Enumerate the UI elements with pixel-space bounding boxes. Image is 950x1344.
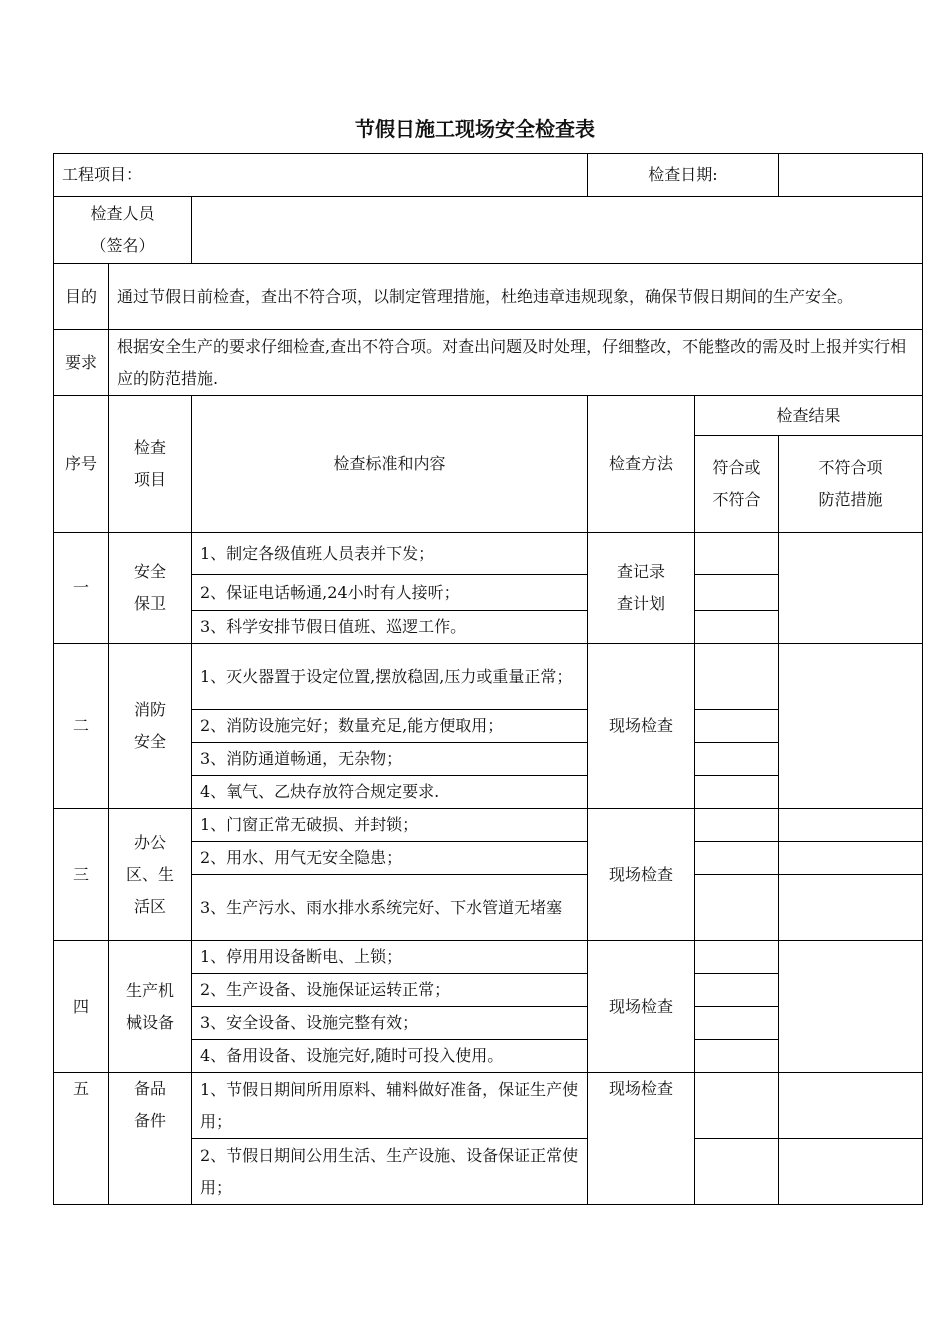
section-4-item-line: 生产机	[125, 980, 174, 1000]
conform-cell[interactable]	[695, 842, 779, 875]
conform-cell[interactable]	[695, 533, 779, 575]
conform-cell[interactable]	[695, 1007, 779, 1040]
section-2-row	[54, 644, 923, 710]
section-2-item-line: 安全	[133, 732, 166, 751]
project-row	[54, 154, 923, 197]
criterion: 1、节假日期间所用原料、辅料做好准备，保证生产使用；	[192, 1073, 588, 1139]
measure-cell[interactable]	[779, 809, 923, 842]
conform-cell[interactable]	[695, 743, 779, 776]
col-conform	[695, 436, 779, 533]
conform-cell[interactable]	[695, 776, 779, 809]
section-5-method: 现场检查	[588, 1073, 695, 1205]
measure-cell[interactable]	[779, 842, 923, 875]
inspector-signature-field[interactable]	[192, 197, 923, 264]
requirement-text: 根据安全生产的要求仔细检查,查出不符合项。对查出问题及时处理，仔细整改，不能整改的需及时上报并实行相应的防范措施.	[109, 330, 923, 396]
section-2-item-line: 消防	[133, 700, 166, 719]
project-label: 工程项目：	[62, 165, 143, 184]
section-5-item	[109, 1073, 192, 1205]
conform-cell[interactable]	[695, 710, 779, 743]
conform-cell[interactable]	[695, 1073, 779, 1139]
conform-cell[interactable]	[695, 575, 779, 611]
section-3-item	[109, 809, 192, 941]
section-1-item-line: 安全	[133, 562, 166, 581]
date-value[interactable]	[779, 154, 923, 197]
section-2-item	[109, 644, 192, 809]
inspector-label	[54, 197, 192, 264]
inspector-label-line1: 检查人员	[90, 204, 155, 223]
col-conform-line1: 符合或	[712, 458, 761, 477]
col-item-line2: 项目	[133, 470, 166, 489]
purpose-label: 目的	[54, 264, 109, 330]
measure-cell[interactable]	[779, 875, 923, 941]
col-measure-line2: 防范措施	[818, 490, 883, 509]
criterion: 3、科学安排节假日值班、巡逻工作。	[192, 611, 588, 644]
criterion: 2、保证电话畅通,24小时有人接听；	[192, 575, 588, 611]
inspector-label-line2: （签名）	[90, 236, 155, 255]
section-1-seq: 一	[54, 533, 109, 644]
conform-cell[interactable]	[695, 875, 779, 941]
section-1-method-line: 查记录	[616, 562, 665, 581]
measure-cell[interactable]	[779, 644, 923, 809]
col-measure-line1: 不符合项	[818, 458, 883, 477]
col-standard: 检查标准和内容	[192, 396, 588, 533]
section-5-item-line: 备品	[133, 1079, 166, 1098]
col-item	[109, 396, 192, 533]
col-method: 检查方法	[588, 396, 695, 533]
measure-cell[interactable]	[779, 1139, 923, 1205]
date-label: 检查日期:	[588, 154, 779, 197]
criterion: 3、安全设备、设施完整有效；	[192, 1007, 588, 1040]
section-3-row	[54, 809, 923, 842]
section-3-item-line: 办公	[133, 832, 166, 852]
section-2-method: 现场检查	[588, 644, 695, 809]
section-4-item-line: 械设备	[125, 1012, 174, 1032]
column-header-row	[54, 396, 923, 436]
col-item-line1: 检查	[133, 438, 166, 457]
section-4-seq: 四	[54, 941, 109, 1073]
criterion: 2、生产设备、设施保证运转正常；	[192, 974, 588, 1007]
section-3-item-line: 区、生	[125, 864, 174, 884]
section-3-seq: 三	[54, 809, 109, 941]
conform-cell[interactable]	[695, 644, 779, 710]
section-5-item-line: 备件	[133, 1111, 166, 1130]
section-4-row	[54, 941, 923, 974]
purpose-row	[54, 264, 923, 330]
page-title: 节假日施工现场安全检查表	[355, 117, 595, 141]
purpose-text: 通过节假日前检查，查出不符合项，以制定管理措施，杜绝违章违规现象，确保节假日期间的生产安全。	[109, 264, 923, 330]
section-1-row	[54, 533, 923, 575]
section-1-method	[588, 533, 695, 644]
section-3-item-line: 活区	[133, 896, 166, 916]
criterion: 4、备用设备、设施完好,随时可投入使用。	[192, 1040, 588, 1073]
criterion: 3、生产污水、雨水排水系统完好、下水管道无堵塞	[192, 875, 588, 941]
section-1-item-line: 保卫	[133, 594, 166, 613]
conform-cell[interactable]	[695, 1139, 779, 1205]
conform-cell[interactable]	[695, 941, 779, 974]
col-result: 检查结果	[695, 396, 923, 436]
project-field[interactable]	[54, 154, 588, 197]
criterion: 3、消防通道畅通，无杂物；	[192, 743, 588, 776]
col-conform-line2: 不符合	[712, 490, 761, 509]
criterion: 4、氧气、乙炔存放符合规定要求.	[192, 776, 588, 809]
measure-cell[interactable]	[779, 1073, 923, 1139]
section-4-method: 现场检查	[588, 941, 695, 1073]
section-4-item	[109, 941, 192, 1073]
criterion: 1、灭火器置于设定位置,摆放稳固,压力或重量正常；	[192, 644, 588, 710]
section-5-row	[54, 1073, 923, 1139]
requirement-label: 要求	[54, 330, 109, 396]
criterion: 1、停用用设备断电、上锁；	[192, 941, 588, 974]
criterion: 2、消防设施完好；数量充足,能方便取用；	[192, 710, 588, 743]
conform-cell[interactable]	[695, 1040, 779, 1073]
requirement-row	[54, 330, 923, 396]
conform-cell[interactable]	[695, 611, 779, 644]
section-1-item	[109, 533, 192, 644]
measure-cell[interactable]	[779, 941, 923, 1073]
measure-cell[interactable]	[779, 533, 923, 644]
inspection-form	[53, 153, 923, 1205]
conform-cell[interactable]	[695, 974, 779, 1007]
col-seq: 序号	[54, 396, 109, 533]
section-2-seq: 二	[54, 644, 109, 809]
criterion: 1、门窗正常无破损、并封锁；	[192, 809, 588, 842]
conform-cell[interactable]	[695, 809, 779, 842]
inspector-row	[54, 197, 923, 264]
section-1-method-line: 查计划	[616, 594, 665, 613]
criterion: 2、用水、用气无安全隐患；	[192, 842, 588, 875]
criterion: 2、节假日期间公用生活、生产设施、设备保证正常使用；	[192, 1139, 588, 1205]
section-5-seq: 五	[54, 1073, 109, 1205]
criterion: 1、制定各级值班人员表并下发；	[192, 533, 588, 575]
col-measure	[779, 436, 923, 533]
section-3-method: 现场检查	[588, 809, 695, 941]
